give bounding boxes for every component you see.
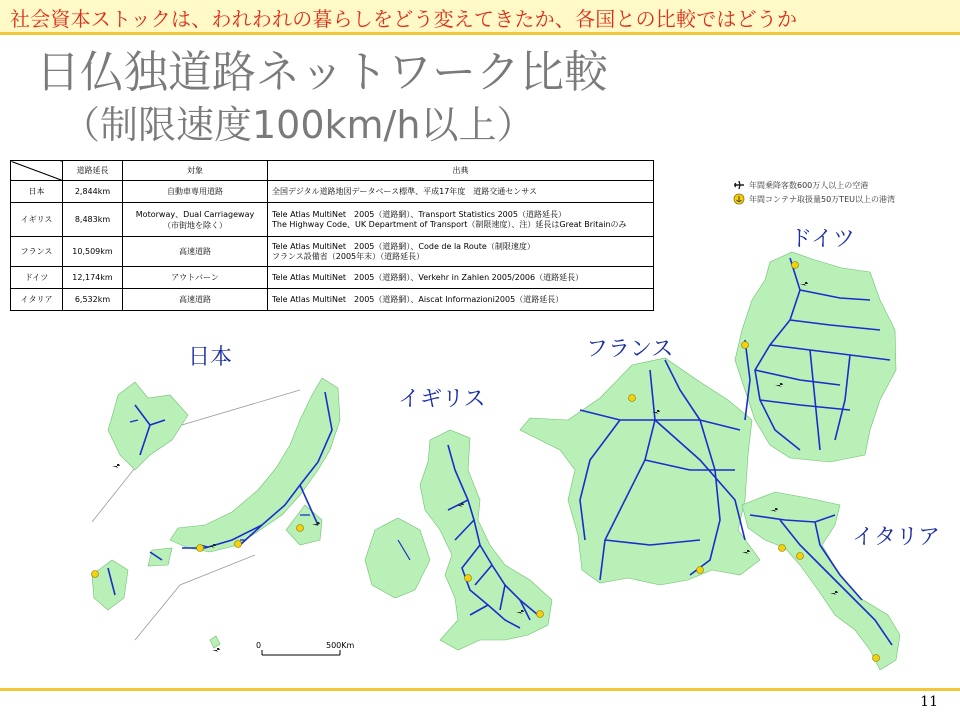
table-header-length: 道路延長 <box>63 161 123 181</box>
airplane-icon <box>212 648 220 652</box>
table-cell-country: イギリス <box>11 203 63 237</box>
source-line: フランス設備省（2005年末）（道路延長） <box>272 251 425 261</box>
banner-text: 社会資本ストックは、われわれの暮らしをどう変えてきたか、各国との比較ではどうか <box>10 7 798 31</box>
legend-airport-label: 年間乗降客数600万人以上の空港 <box>749 180 869 190</box>
italy-map <box>742 492 900 670</box>
label-germany: ドイツ <box>790 227 855 252</box>
page-title: 日仏独道路ネットワーク比較 <box>36 47 608 98</box>
target-line: Motorway、Dual Carriageway <box>135 209 255 219</box>
scale-max: 500Km <box>326 641 355 650</box>
table-cell-length: 6,532km <box>63 289 123 311</box>
table-cell-country: 日本 <box>11 181 63 203</box>
anchor-icon <box>873 655 880 662</box>
table-header-target: 対象 <box>123 161 268 181</box>
table-cell-length: 8,483km <box>63 203 123 237</box>
page-subtitle: （制限速度100km/h以上） <box>62 103 535 147</box>
airplane-icon <box>112 464 120 468</box>
anchor-icon <box>537 611 544 618</box>
label-uk: イギリス <box>398 387 486 412</box>
anchor-icon <box>792 262 799 269</box>
footer-divider <box>0 688 960 691</box>
uk-map <box>365 430 552 650</box>
page-number: 11 <box>920 694 938 710</box>
anchor-icon <box>797 553 804 560</box>
legend-port-label: 年間コンテナ取扱量50万TEU以上の港湾 <box>749 194 895 204</box>
label-france: フランス <box>586 337 674 362</box>
anchor-icon <box>92 571 99 578</box>
source-line: Tele Atlas MultiNet 2005（道路網）、Aiscat Informazioni2005（道路延長） <box>272 294 564 304</box>
table-cell-target: 高速道路 <box>123 237 268 267</box>
source-line: Tele Atlas MultiNet 2005（道路網）、Transport Statistics 2005（道路延長） <box>272 209 566 219</box>
label-japan: 日本 <box>188 345 233 370</box>
okinawa-inset-frame <box>135 555 255 640</box>
table-cell-country: ドイツ <box>11 267 63 289</box>
france-map <box>520 358 760 585</box>
scale-bar <box>262 650 340 655</box>
source-line: The Highway Code、UK Department of Transport（制限速度）、注）延長はGreat Britainのみ <box>272 219 627 229</box>
source-line: Tele Atlas MultiNet 2005（道路網）、Code de la Route（制限速度） <box>272 241 535 251</box>
table-cell-target: アウトバーン <box>123 267 268 289</box>
source-line: 全国デジタル道路地図データベース標準、平成17年度 道路交通センサス <box>272 186 537 196</box>
table-cell-length: 12,174km <box>63 267 123 289</box>
table-cell-length: 2,844km <box>63 181 123 203</box>
anchor-icon <box>297 525 304 532</box>
label-italy: イタリア <box>852 525 941 550</box>
anchor-icon <box>465 575 472 582</box>
table-cell-length: 10,509km <box>63 237 123 267</box>
source-line: Tele Atlas MultiNet 2005（道路網）、Verkehr in Zahlen 2005/2006（道路延長） <box>272 272 584 282</box>
table-cell-country: フランス <box>11 237 63 267</box>
anchor-icon <box>197 545 204 552</box>
anchor-icon <box>742 342 749 349</box>
anchor-icon <box>235 541 242 548</box>
scale-zero: 0 <box>256 641 262 650</box>
anchor-icon <box>697 567 704 574</box>
target-line: （市街地を除く） <box>163 220 227 230</box>
anchor-icon <box>779 545 786 552</box>
japan-map <box>92 378 340 648</box>
anchor-icon <box>629 395 636 402</box>
table-cell-target: 高速道路 <box>123 289 268 311</box>
table-cell-target: 自動車専用道路 <box>123 181 268 203</box>
germany-map <box>735 252 896 462</box>
table-header-source: 出典 <box>268 161 654 181</box>
table-cell-country: イタリア <box>11 289 63 311</box>
